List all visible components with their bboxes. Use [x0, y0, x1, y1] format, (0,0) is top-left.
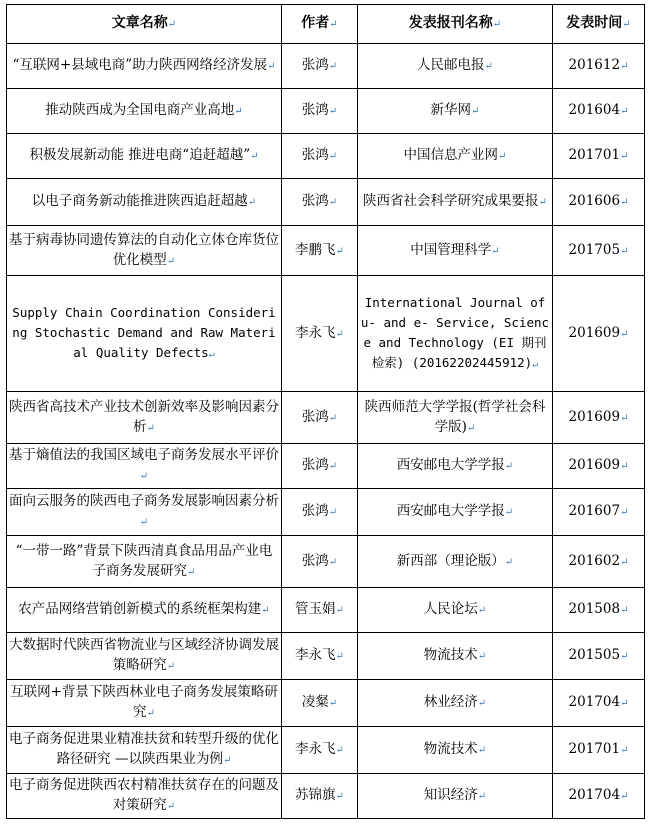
- paragraph-mark-icon: ↵: [477, 698, 487, 709]
- author-cell: [282, 179, 358, 226]
- author-cell: [282, 536, 358, 588]
- paragraph-mark-icon: ↵: [267, 61, 276, 72]
- table-row: [7, 89, 645, 134]
- journal-cell: [358, 89, 553, 134]
- title-cell: [7, 633, 282, 680]
- date-cell: [553, 134, 645, 179]
- paragraph-mark-icon: ↵: [491, 245, 500, 257]
- date-cell: [553, 44, 645, 89]
- paragraph-mark-icon: ↵: [329, 19, 338, 30]
- paragraph-mark-icon: ↵: [335, 245, 344, 257]
- paragraph-mark-icon: ↵: [335, 791, 344, 802]
- title-text: 大数据时代陕西省物流业与区域经济协调发展策略研究: [9, 637, 279, 673]
- date-cell: [553, 89, 645, 134]
- paragraph-mark-icon: ↵: [328, 151, 338, 162]
- paragraph-mark-icon: ↵: [466, 422, 476, 434]
- title-cell: [7, 444, 282, 489]
- title-cell: [7, 774, 282, 819]
- table-row: [7, 727, 645, 774]
- table-row: [7, 680, 645, 727]
- date-cell: [553, 588, 645, 633]
- paragraph-mark-icon: ↵: [139, 517, 149, 528]
- title-cell: [7, 89, 282, 134]
- title-text: 推动陕西成为全国电商产业高地: [45, 102, 235, 118]
- paragraph-mark-icon: ↵: [538, 197, 547, 208]
- paragraph-mark-icon: ↵: [328, 412, 338, 424]
- author-cell: [282, 727, 358, 774]
- date-text: 201606: [568, 193, 621, 209]
- title-text: 互联网+背景下陕西林业电子商务发展策略研究: [10, 684, 278, 720]
- paragraph-mark-icon: ↵: [504, 507, 514, 518]
- author-text: 张鸿: [301, 457, 329, 473]
- date-cell: [553, 276, 645, 392]
- table-row: [7, 134, 645, 179]
- paragraph-mark-icon: ↵: [335, 605, 344, 616]
- author-text: 李永飞: [295, 647, 336, 663]
- date-cell: [553, 226, 645, 276]
- paragraph-mark-icon: ↵: [187, 566, 196, 578]
- paragraph-mark-icon: ↵: [166, 255, 176, 267]
- title-cell: [7, 588, 282, 633]
- paragraph-mark-icon: ↵: [146, 708, 155, 719]
- author-cell: [282, 392, 358, 444]
- title-text: 基于熵值法的我国区域电子商务发展水平评价: [9, 447, 279, 463]
- date-text: 201508: [568, 601, 621, 617]
- journal-text: 人民邮电报: [417, 57, 485, 73]
- author-cell: [282, 680, 358, 727]
- author-text: 张鸿: [301, 147, 329, 163]
- paragraph-mark-icon: ↵: [328, 698, 338, 709]
- title-cell: [7, 276, 282, 392]
- paragraph-mark-icon: ↵: [620, 197, 629, 208]
- paragraph-mark-icon: ↵: [620, 698, 629, 709]
- author-text: 李永飞: [295, 741, 336, 757]
- paragraph-mark-icon: ↵: [484, 61, 493, 72]
- journal-cell: [358, 680, 553, 727]
- journal-cell: [358, 134, 553, 179]
- paragraph-mark-icon: ↵: [471, 106, 480, 117]
- date-text: 201704: [568, 787, 621, 803]
- table-row: [7, 44, 645, 89]
- journal-text: 西安邮电大学学报: [396, 503, 505, 519]
- author-cell: [282, 44, 358, 89]
- title-text: 陕西省高技术产业技术创新效率及影响因素分析: [9, 398, 279, 435]
- journal-text: 物流技术: [423, 741, 478, 757]
- author-text: 李鹏飞: [295, 241, 336, 258]
- paragraph-mark-icon: ↵: [620, 461, 629, 472]
- date-cell: [553, 536, 645, 588]
- journal-text: 中国管理科学: [410, 241, 492, 258]
- paragraph-mark-icon: ↵: [620, 328, 629, 340]
- table-row: [7, 633, 645, 680]
- journal-text: 新西部（理论版）: [396, 552, 505, 569]
- paragraph-mark-icon: ↵: [335, 651, 344, 662]
- author-cell: [282, 89, 358, 134]
- paragraph-mark-icon: ↵: [620, 412, 629, 424]
- paragraph-mark-icon: ↵: [622, 19, 631, 30]
- date-text: 201607: [568, 503, 621, 519]
- author-cell: [282, 633, 358, 680]
- table-row: [7, 588, 645, 633]
- date-text: 201609: [568, 408, 621, 425]
- journal-cell: [358, 226, 553, 276]
- paragraph-mark-icon: ↵: [250, 151, 259, 162]
- author-text: 张鸿: [301, 408, 329, 425]
- paragraph-mark-icon: ↵: [328, 461, 338, 472]
- title-cell: [7, 134, 282, 179]
- journal-cell: [358, 392, 553, 444]
- date-text: 201701: [568, 147, 621, 163]
- title-text: 电子商务促进陕西农村精准扶贫存在的问题及对策研究: [9, 777, 279, 813]
- paragraph-mark-icon: ↵: [620, 605, 629, 616]
- author-text: 凌粲: [301, 694, 329, 710]
- paragraph-mark-icon: ↵: [222, 755, 232, 766]
- table-row: [7, 226, 645, 276]
- document-page: [6, 4, 644, 832]
- table-row: [7, 536, 645, 588]
- paragraph-mark-icon: ↵: [504, 461, 514, 472]
- journal-text: International Journal of u- and e- Service, Science and Technology (EI 期刊检索) (20162202445912): [360, 294, 550, 370]
- journal-text: 陕西省社会科学研究成果要报: [363, 193, 539, 209]
- author-cell: [282, 774, 358, 819]
- paragraph-mark-icon: ↵: [328, 61, 338, 72]
- paragraph-mark-icon: ↵: [247, 197, 257, 208]
- author-cell: [282, 444, 358, 489]
- paragraph-mark-icon: ↵: [532, 358, 539, 370]
- paragraph-mark-icon: ↵: [328, 197, 338, 208]
- journal-cell: [358, 44, 553, 89]
- date-cell: [553, 489, 645, 536]
- journal-cell: [358, 444, 553, 489]
- title-text: “互联网+县域电商”助力陕西网络经济发展: [12, 57, 268, 73]
- title-cell: [7, 392, 282, 444]
- author-cell: [282, 588, 358, 633]
- title-text: Supply Chain Coordination Considering Stochastic Demand and Raw Material Quality Defects: [12, 304, 276, 360]
- title-text: 电子商务促进果业精准扶贫和转型升级的优化路径研究 —以陕西果业为例: [9, 731, 279, 767]
- date-cell: [553, 633, 645, 680]
- date-cell: [553, 392, 645, 444]
- paragraph-mark-icon: ↵: [477, 791, 487, 802]
- paragraph-mark-icon: ↵: [498, 151, 507, 162]
- author-text: 李永飞: [295, 324, 336, 341]
- paragraph-mark-icon: ↵: [620, 245, 629, 257]
- title-text: 以电子商务新动能推进陕西追赶超越: [31, 193, 248, 209]
- header-cell-author: 作者↵: [282, 5, 358, 44]
- journal-text: 知识经济: [423, 787, 478, 803]
- author-text: 管玉娟: [295, 601, 336, 617]
- date-text: 201701: [568, 741, 621, 757]
- journal-cell: [358, 489, 553, 536]
- title-text: 面向云服务的陕西电子商务发展影响因素分析: [9, 493, 279, 509]
- date-text: 201612: [568, 57, 621, 73]
- paragraph-mark-icon: ↵: [477, 745, 487, 756]
- table-row: [7, 489, 645, 536]
- title-cell: [7, 489, 282, 536]
- table-row: [7, 774, 645, 819]
- author-text: 张鸿: [301, 552, 329, 569]
- table-row: [7, 276, 645, 392]
- title-cell: [7, 536, 282, 588]
- author-text: 张鸿: [301, 503, 329, 519]
- paragraph-mark-icon: ↵: [335, 328, 344, 340]
- paragraph-mark-icon: ↵: [234, 106, 243, 117]
- title-cell: [7, 44, 282, 89]
- title-cell: [7, 680, 282, 727]
- title-cell: [7, 226, 282, 276]
- title-cell: [7, 179, 282, 226]
- paragraph-mark-icon: ↵: [620, 507, 629, 518]
- paragraph-mark-icon: ↵: [328, 507, 338, 518]
- paragraph-mark-icon: ↵: [166, 801, 176, 812]
- paragraph-mark-icon: ↵: [620, 745, 629, 756]
- paragraph-mark-icon: ↵: [167, 19, 177, 30]
- author-cell: [282, 276, 358, 392]
- date-text: 201705: [568, 241, 621, 258]
- paragraph-mark-icon: ↵: [146, 422, 155, 434]
- journal-text: 物流技术: [423, 647, 478, 663]
- journal-cell: [358, 727, 553, 774]
- date-text: 201609: [568, 457, 621, 473]
- paragraph-mark-icon: ↵: [335, 745, 344, 756]
- publications-table: [6, 4, 645, 819]
- title-text: 基于病毒协同遗传算法的自动化立体仓库货位优化模型: [9, 231, 279, 268]
- date-cell: [553, 680, 645, 727]
- date-cell: [553, 774, 645, 819]
- paragraph-mark-icon: ↵: [166, 661, 176, 672]
- title-text: 积极发展新动能 推进电商“追赶超越”: [29, 147, 251, 163]
- author-text: 张鸿: [301, 102, 329, 118]
- journal-text: 新华网: [430, 102, 472, 118]
- paragraph-mark-icon: ↵: [620, 106, 629, 117]
- date-text: 201604: [568, 102, 621, 118]
- journal-text: 林业经济: [423, 694, 478, 710]
- date-text: 201602: [568, 552, 621, 569]
- title-text: “一带一路”背景下陕西清真食品用品产业电子商务发展研究: [15, 542, 273, 579]
- table-row: [7, 392, 645, 444]
- date-text: 201609: [568, 324, 621, 341]
- paragraph-mark-icon: ↵: [620, 651, 629, 662]
- journal-text: 陕西师范大学学报(哲学社会科学版): [364, 398, 546, 435]
- paragraph-mark-icon: ↵: [328, 556, 338, 568]
- author-text: 张鸿: [301, 57, 329, 73]
- author-cell: [282, 226, 358, 276]
- author-text: 苏锦旗: [295, 787, 336, 803]
- paragraph-mark-icon: ↵: [620, 151, 629, 162]
- date-cell: [553, 727, 645, 774]
- paragraph-mark-icon: ↵: [139, 471, 149, 482]
- journal-cell: [358, 536, 553, 588]
- header-cell-journal: 发表报刊名称↵: [358, 5, 553, 44]
- journal-cell: [358, 588, 553, 633]
- paragraph-mark-icon: ↵: [477, 605, 487, 616]
- author-cell: [282, 134, 358, 179]
- journal-cell: [358, 774, 553, 819]
- journal-cell: [358, 276, 553, 392]
- paragraph-mark-icon: ↵: [492, 19, 502, 30]
- date-cell: [553, 444, 645, 489]
- date-text: 201704: [568, 694, 621, 710]
- paragraph-mark-icon: ↵: [261, 605, 270, 616]
- header-cell-title: 文章名称↵: [7, 5, 282, 44]
- paragraph-mark-icon: ↵: [620, 556, 629, 568]
- journal-cell: [358, 179, 553, 226]
- paragraph-mark-icon: ↵: [620, 791, 629, 802]
- author-cell: [282, 489, 358, 536]
- header-row: [7, 5, 645, 44]
- journal-cell: [358, 633, 553, 680]
- title-text: 农产品网络营销创新模式的系统框架构建: [18, 601, 262, 617]
- header-cell-date: 发表时间↵: [553, 5, 645, 44]
- journal-text: 西安邮电大学学报: [396, 457, 505, 473]
- title-cell: [7, 727, 282, 774]
- journal-text: 中国信息产业网: [403, 147, 499, 163]
- paragraph-mark-icon: ↵: [504, 556, 514, 568]
- paragraph-mark-icon: ↵: [620, 61, 629, 72]
- table-row: [7, 179, 645, 226]
- date-cell: [553, 179, 645, 226]
- author-text: 张鸿: [301, 193, 329, 209]
- paragraph-mark-icon: ↵: [208, 348, 215, 360]
- paragraph-mark-icon: ↵: [328, 106, 338, 117]
- date-text: 201505: [568, 647, 621, 663]
- paragraph-mark-icon: ↵: [477, 651, 487, 662]
- table-row: [7, 444, 645, 489]
- journal-text: 人民论坛: [423, 601, 478, 617]
